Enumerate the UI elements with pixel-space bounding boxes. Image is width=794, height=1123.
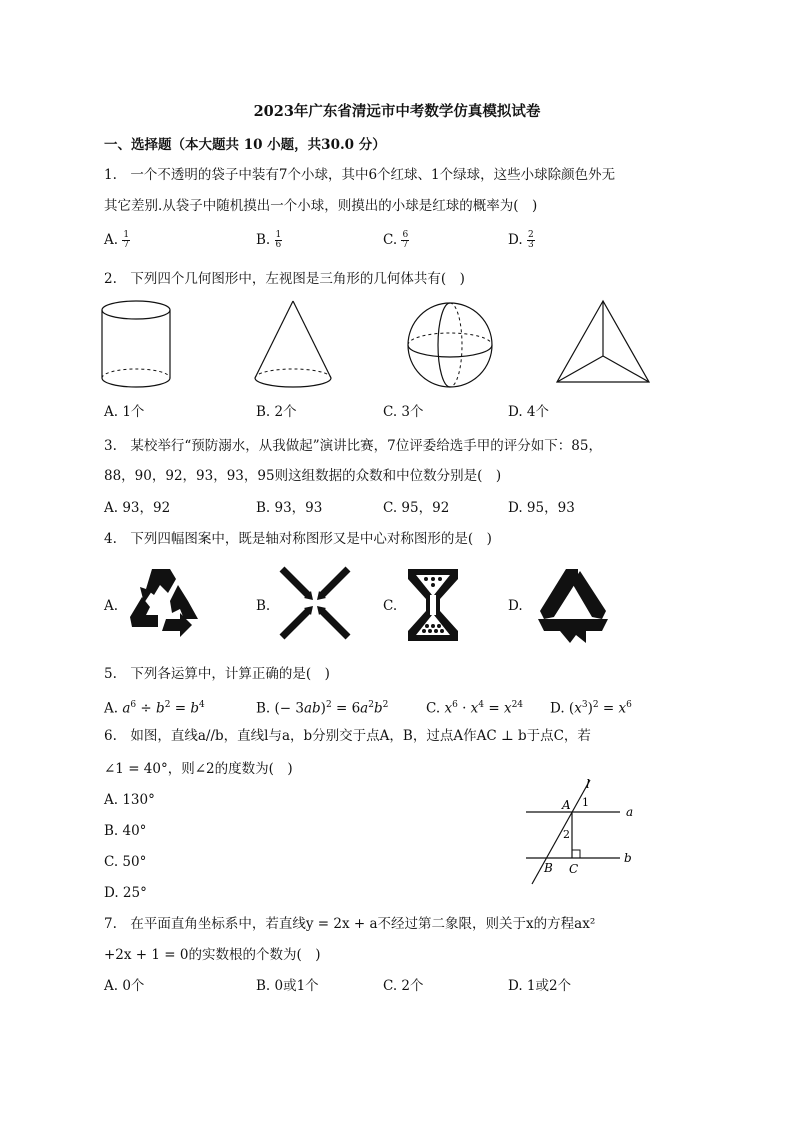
tetrahedron-figure [553, 298, 653, 390]
q5-option-b: B. (− $3ab)^2 = 6a^2b^2$ [256, 700, 389, 717]
q1-option-c: C. $\frac{6}{7}$ [383, 230, 409, 250]
recycle-pattern-icon [122, 563, 206, 643]
label-b: b [624, 851, 632, 865]
q1-option-b: B. $\frac{1}{6}$ [256, 230, 282, 250]
q5-stem: 5. 下列各运算中，计算正确的是( ) [104, 666, 330, 682]
hourglass-pattern-icon [402, 565, 464, 645]
q7-option-a: A. 0个 [104, 978, 145, 994]
q6-option-a: A. 130° [104, 792, 155, 808]
q3-option-b: B. 93，93 [256, 500, 323, 516]
cone-figure [250, 298, 336, 392]
q1-option-a: A. $\frac{1}{7}$ [104, 230, 130, 250]
label-A: A [562, 798, 571, 812]
label-a: a [626, 805, 634, 819]
q6-stem-line2: ∠1 = 40°，则∠2的度数为( ) [104, 761, 293, 777]
q1-option-d: D. $\frac{2}{3}$ [508, 230, 534, 250]
q1-stem-line2: 其它差别.从袋子中随机摸出一个小球，则摸出的小球是红球的概率为( ) [104, 198, 538, 214]
q6-option-c: C. 50° [104, 854, 147, 870]
section-heading: 一、选择题（本大题共 10 小题，共30.0 分） [104, 137, 386, 153]
parallel-lines-figure [520, 776, 640, 888]
cylinder-figure [98, 298, 178, 392]
q3-stem-line1: 3. 某校举行“预防溺水，从我做起”演讲比赛，7位评委给选手甲的评分如下：85， [104, 438, 602, 454]
q7-option-b: B. 0或1个 [256, 978, 319, 994]
q4-stem: 4. 下列四幅图案中，既是轴对称图形又是中心对称图形的是( ) [104, 531, 492, 547]
q7-option-d: D. 1或2个 [508, 978, 572, 994]
q2-option-a: A. 1个 [104, 404, 145, 420]
q5-option-c: C. $x^6 \cdot x^4 = x^{24}$ [426, 700, 524, 717]
q7-stem-line1: 7. 在平面直角坐标系中，若直线y = 2x + a不经过第二象限，则关于x的方程ax² [104, 916, 596, 932]
q3-option-d: D. 95，93 [508, 500, 575, 516]
converging-arrows-pattern-icon [278, 565, 352, 641]
q5-option-d: D. $(x^3)^2 = x^6$ [550, 700, 632, 717]
q7-stem-line2: +2x + 1 = 0的实数根的个数为( ) [104, 947, 321, 963]
label-B: B [544, 861, 553, 875]
q4-option-b: B. [256, 598, 271, 614]
q6-stem-line1: 6. 如图，直线a//b，直线l与a，b分别交于点A，B，过点A作AC ⊥ b于点C，若 [104, 728, 591, 744]
q7-option-c: C. 2个 [383, 978, 424, 994]
q2-option-b: B. 2个 [256, 404, 297, 420]
q3-stem-line2: 88，90，92，93，93，95则这组数据的众数和中位数分别是( ) [104, 468, 502, 484]
q4-option-a: A. [104, 598, 119, 614]
label-C: C [569, 862, 579, 876]
q6-option-b: B. 40° [104, 823, 147, 839]
angle-1-label: 1 [582, 796, 589, 809]
q4-option-c: C. [383, 598, 398, 614]
sphere-figure [404, 300, 498, 392]
label-l: l [586, 777, 590, 791]
q2-option-c: C. 3个 [383, 404, 424, 420]
q2-option-d: D. 4个 [508, 404, 550, 420]
q5-option-a: A. $a^6 \div b^2 = b^4$ [104, 700, 205, 717]
page-title: 2023年广东省清远市中考数学仿真模拟试卷 [253, 103, 541, 120]
q4-option-d: D. [508, 598, 523, 614]
q6-option-d: D. 25° [104, 885, 147, 901]
q3-option-a: A. 93，92 [104, 500, 171, 516]
q1-stem-line1: 1. 一个不透明的袋子中装有7个小球，其中6个红球、1个绿球，这些小球除颜色外无 [104, 167, 616, 183]
triangular-knot-pattern-icon [532, 565, 614, 647]
q2-stem: 2. 下列四个几何图形中，左视图是三角形的几何体共有( ) [104, 271, 465, 287]
q3-option-c: C. 95，92 [383, 500, 450, 516]
angle-2-label: 2 [563, 828, 570, 841]
